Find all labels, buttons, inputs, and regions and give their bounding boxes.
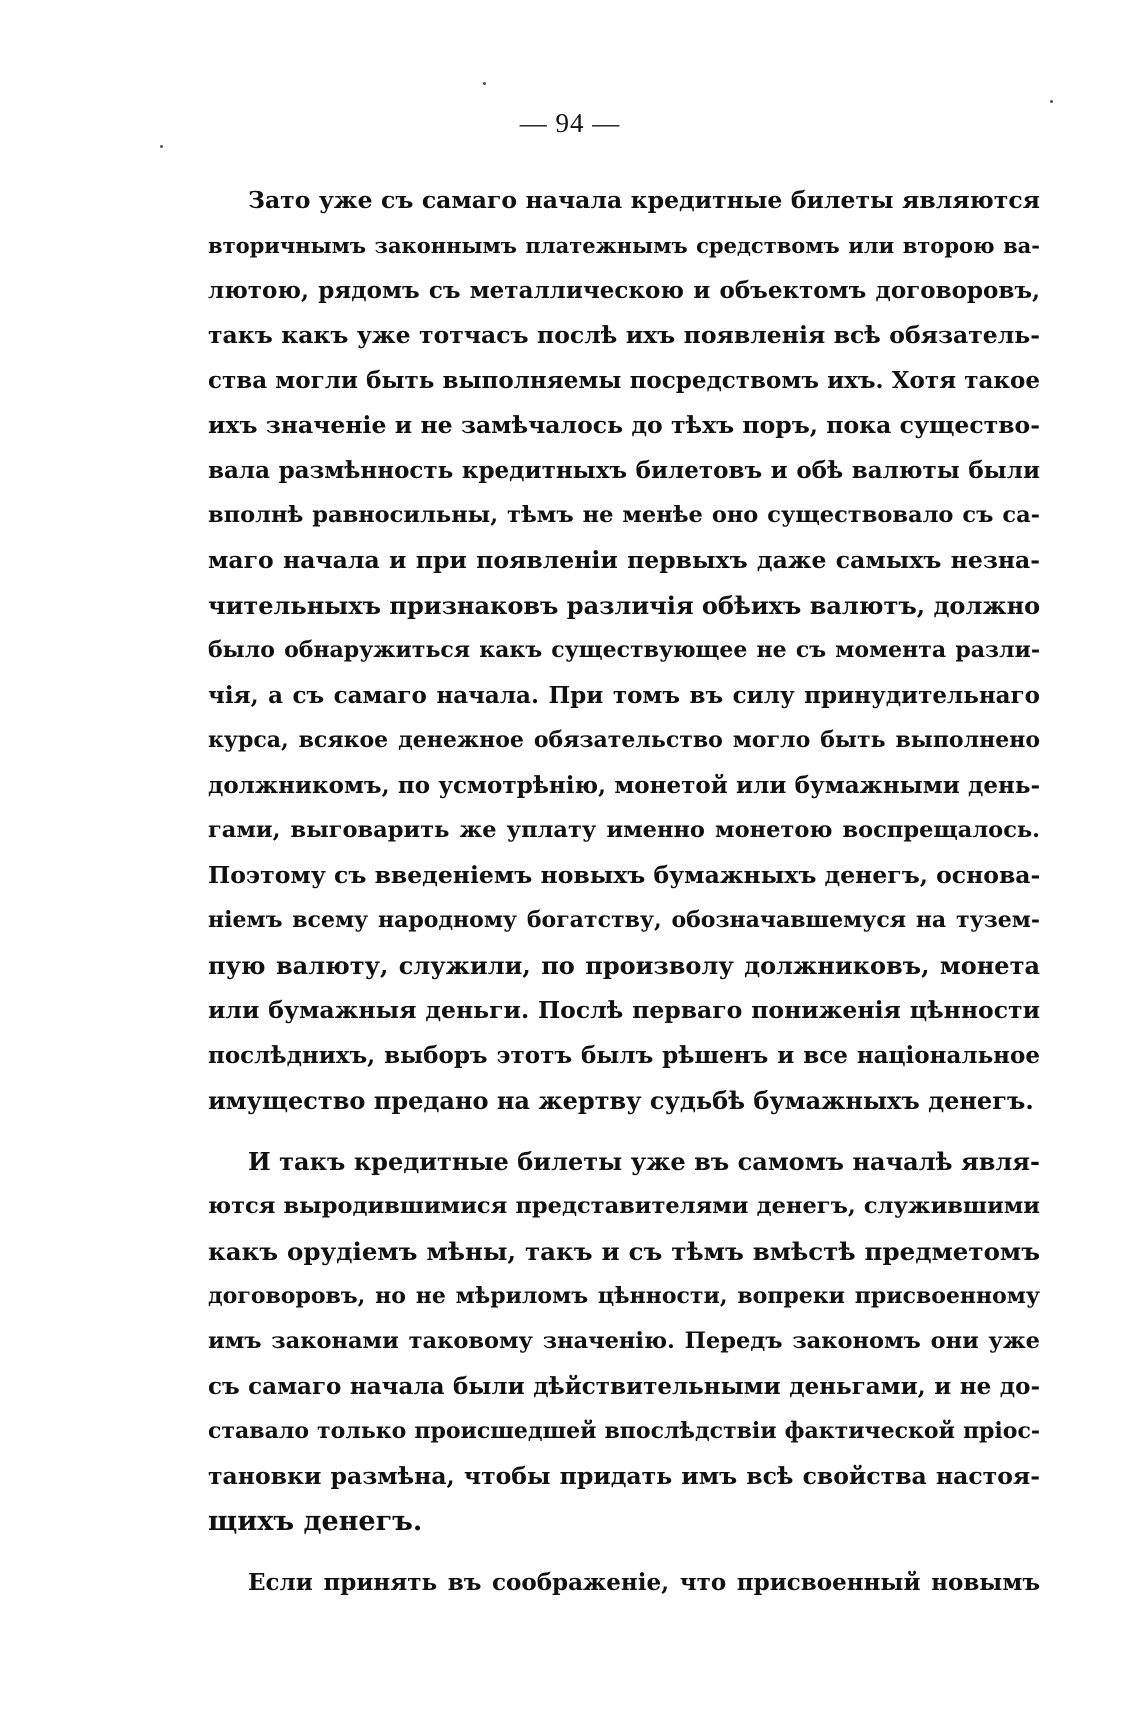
text-line: какъ орудіемъ мѣны, такъ и съ тѣмъ вмѣстѣ предметомъ: [208, 1237, 1040, 1266]
text-line: ства могли быть выполняемы посредствомъ ихъ. Хотя такое: [208, 367, 1040, 394]
text-line: курса, всякое денежное обязательство могло быть выполнено: [208, 727, 1040, 753]
text-line: или бумажныя деньги. Послѣ перваго пониженія цѣнности: [208, 996, 1040, 1024]
text-line: чія, а съ самаго начала. При томъ въ силу принудительнаго: [208, 682, 1040, 709]
text-line: имущество предано на жертву судьбѣ бумажныхъ денегъ.: [208, 1086, 1034, 1115]
text-line: вала размѣнность кредитныхъ билетовъ и обѣ валюты были: [208, 457, 1040, 484]
text-line: лютою, рядомъ съ металлическою и объектомъ договоровъ,: [208, 277, 1040, 304]
text-line: послѣднихъ, выборъ этотъ былъ рѣшенъ и все національное: [208, 1042, 1040, 1069]
text-line: съ самаго начала были дѣйствительными деньгами, и не до-: [208, 1373, 1040, 1400]
print-speck: [1050, 100, 1053, 103]
text-line: вторичнымъ законнымъ платежнымъ средствомъ или второю ва-: [208, 233, 1040, 258]
text-line: ставало только происшедшей впослѣдствіи фактической пріос-: [208, 1418, 1040, 1444]
text-line: было обнаружиться какъ существующее не съ момента разли-: [208, 637, 1040, 663]
text-line: гами, выговарить же уплату именно монетою воспрещалось.: [208, 817, 1040, 843]
text-line: Если принять въ соображеніе, что присвоенный новымъ: [248, 1569, 1040, 1596]
text-line: имъ законами таковому значенію. Передъ закономъ они уже: [208, 1328, 1040, 1354]
text-line: такъ какъ уже тотчасъ послѣ ихъ появленія всѣ обязатель-: [208, 321, 1040, 349]
text-line: И такъ кредитные билеты уже въ самомъ началѣ явля-: [248, 1147, 1040, 1176]
text-line: щихъ денегъ.: [208, 1506, 423, 1537]
body-text: [208, 178, 1040, 1605]
text-line: пую валюту, служили, по произволу должниковъ, монета: [208, 951, 1040, 980]
text-line: Поэтому съ введеніемъ новыхъ бумажныхъ денегъ, основа-: [208, 861, 1040, 889]
text-line: договоровъ, но не мѣриломъ цѣнности, вопреки присвоенному: [208, 1283, 1040, 1309]
text-line: чительныхъ признаковъ различія обѣихъ валютъ, должно: [208, 591, 1040, 620]
text-line: тановки размѣна, чтобы придать имъ всѣ свойства настоя-: [208, 1462, 1040, 1490]
paragraph-gap: [208, 1544, 1040, 1560]
text-line: должникомъ, по усмотрѣнію, монетой или бумажными день-: [208, 772, 1040, 799]
print-speck: [483, 82, 486, 85]
page-number: — 94 —: [519, 108, 621, 138]
print-speck: [160, 145, 163, 148]
text-line: ихъ значеніе и не замѣчалось до тѣхъ поръ, пока существо-: [208, 411, 1040, 439]
text-line: вполнѣ равносильны, тѣмъ не менѣе оно существовало съ са-: [208, 502, 1040, 528]
text-line: Зато уже съ самаго начала кредитные билеты являются: [248, 186, 1040, 214]
text-line: маго начала и при появленіи первыхъ даже самыхъ незна-: [208, 546, 1040, 574]
text-line: ніемъ всему народному богатству, обозначавшемуся на тузем-: [208, 907, 1040, 933]
text-line: ются выродившимися представителями денегъ, служившими: [208, 1193, 1040, 1219]
paragraph-gap: [208, 1123, 1040, 1139]
